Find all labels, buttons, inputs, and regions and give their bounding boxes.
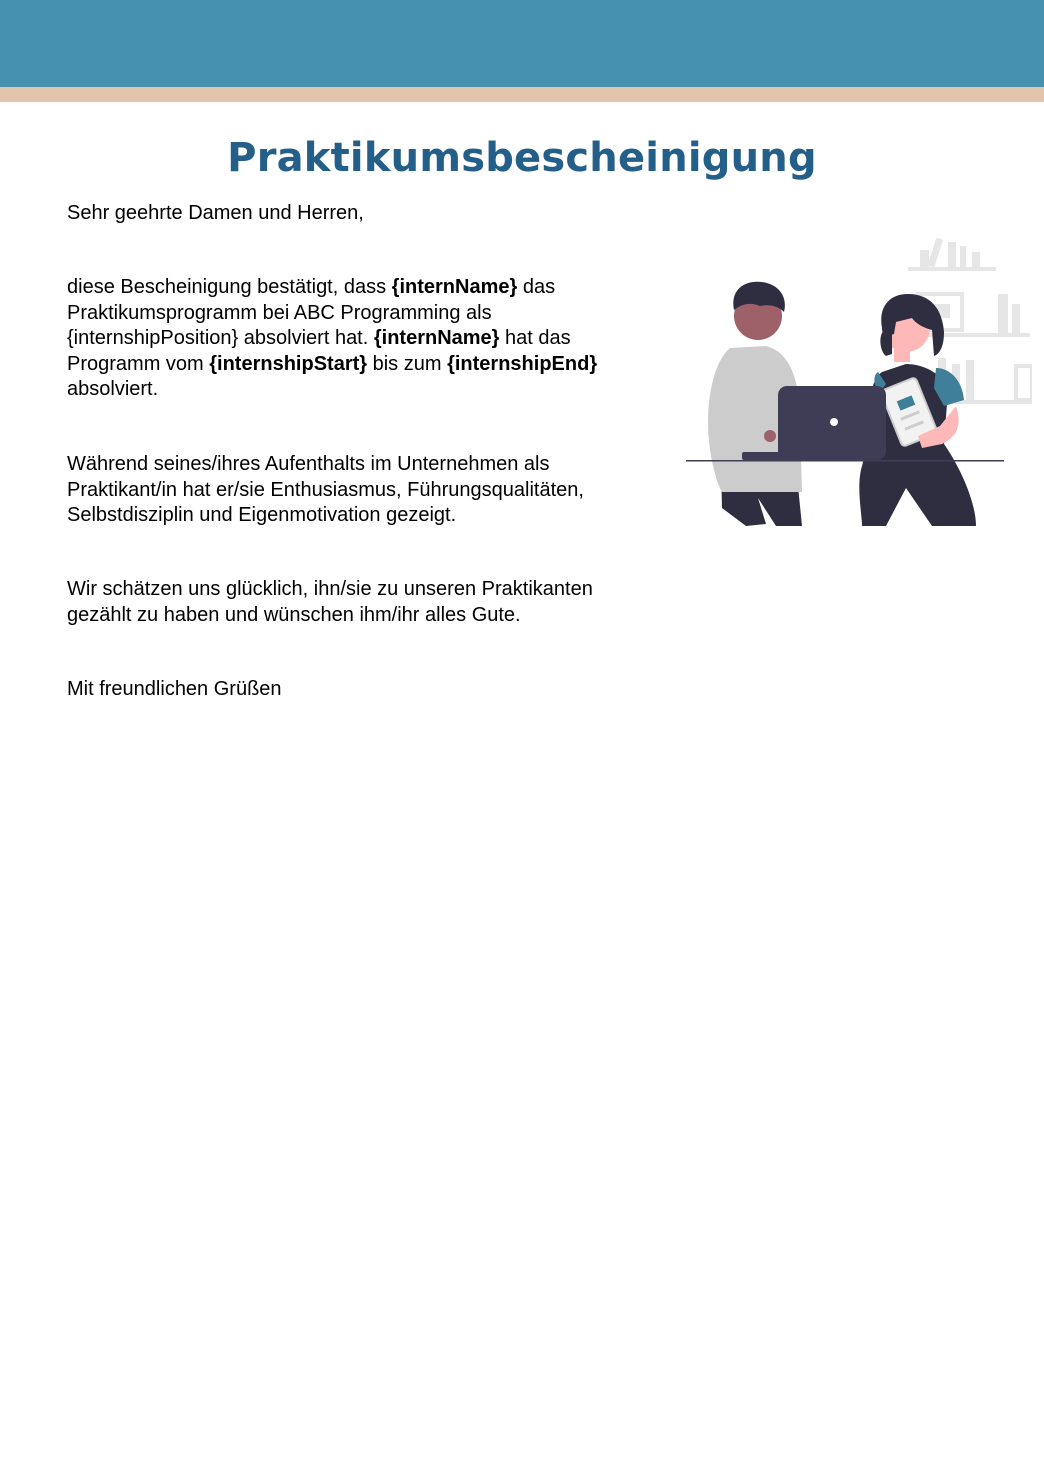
text: diese Bescheinigung bestätigt, dass <box>67 276 392 298</box>
internship-end-placeholder: {internshipEnd} <box>447 352 598 375</box>
text: bis zum <box>367 352 448 375</box>
intern-name-placeholder: {internName} <box>391 276 518 298</box>
paragraph-confirmation <box>67 275 647 403</box>
people-with-laptop-illustration <box>686 230 1032 528</box>
internship-start-placeholder: {internshipStart} <box>209 352 368 375</box>
text: das Praktikumsprogramm bei ABC Programming als {internshipPosition} absolviert hat. <box>67 276 556 349</box>
page-title: Praktikumsbescheinigung <box>227 135 817 181</box>
text: hat das Programm vom <box>67 327 571 375</box>
closing: Mit freundlichen Grüßen <box>67 678 282 700</box>
paragraph-wishes: Wir schätzen uns glücklich, ihn/sie zu unseren Praktikanten gezählt zu haben und wünschen ihm/ihr alles Gute. <box>67 578 593 626</box>
paragraph-qualities: Während seines/ihres Aufenthalts im Unternehmen als Praktikant/in hat er/sie Enthusiasmus, Führungsqualitäten, Selbstdisziplin und Eigenmotivation gezeigt. <box>67 453 584 526</box>
header-band <box>0 0 1044 87</box>
intern-name-placeholder: {internName} <box>373 327 500 349</box>
table-line <box>686 460 1004 462</box>
greeting: Sehr geehrte Damen und Herren, <box>67 202 364 224</box>
text: absolviert. <box>67 378 159 400</box>
accent-stripe <box>0 87 1044 102</box>
